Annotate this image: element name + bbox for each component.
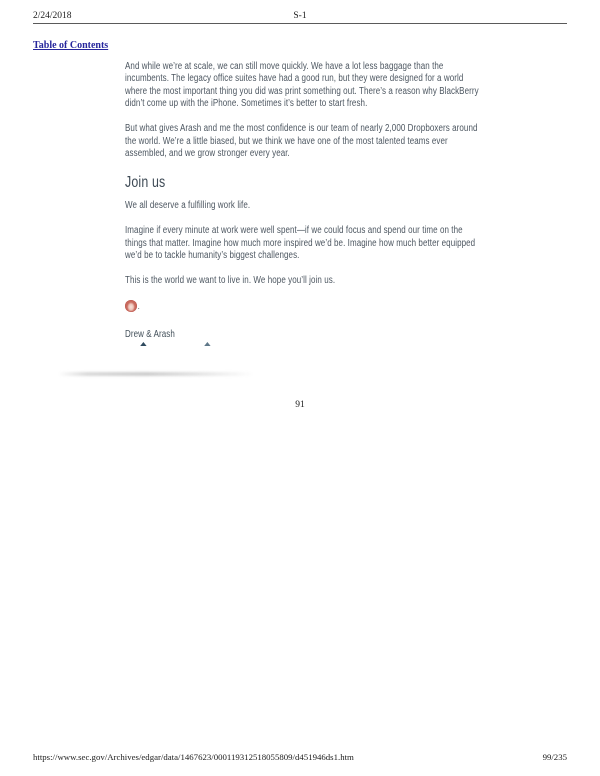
letter-paragraph: We all deserve a fulfilling work life. (125, 200, 251, 212)
signature-icon-row (125, 300, 482, 313)
faded-smudge-divider (58, 372, 254, 376)
join-us-heading: Join us (125, 174, 166, 192)
salmon-emoji-icon (125, 300, 137, 312)
print-header-doc-title: S-1 (293, 11, 307, 21)
signature-names: Drew & Arash (125, 328, 175, 340)
print-footer-page-count: 99/235 (542, 752, 567, 762)
icon-trailing-dot: . (137, 300, 140, 311)
signature-placeholder-icon (204, 342, 210, 346)
letter-paragraph: But what gives Arash and me the most confidence is our team of nearly 2,000 Dropboxers around the world. We’re a little biased, but we think we have one of the most talented teams ever assembled, and we grow stronger every year. (125, 123, 478, 160)
letter-paragraph: Imagine if every minute at work were well spent—if we could focus and spend our time on the things that matter. Imagine how much more inspired we’d be. Imagine how much better equipped we’d be to tackle humanity’s biggest challenges. (125, 225, 476, 262)
letter-paragraph: This is the world we want to live in. We hope you’ll join us. (125, 274, 336, 286)
table-of-contents-link[interactable]: Table of Contents (33, 40, 109, 51)
print-header-date: 2/24/2018 (33, 11, 72, 21)
document-page-number: 91 (295, 400, 305, 410)
print-header-rule (33, 23, 567, 24)
signature-block (125, 329, 482, 355)
letter-body (125, 61, 482, 355)
signature-placeholder-icon (140, 342, 146, 346)
print-footer-url: https://www.sec.gov/Archives/edgar/data/1467623/000119312518055809/d451946ds1.htm (33, 752, 354, 762)
letter-paragraph: And while we’re at scale, we can still move quickly. We have a lot less baggage than the incumbents. The legacy office suites have had a good run, but they were designed for a world where the most important thing you did was print something out. There’s a reason why BlackBerry didn’t come up with the iPhone. Sometimes it’s better to start fresh. (125, 61, 479, 110)
